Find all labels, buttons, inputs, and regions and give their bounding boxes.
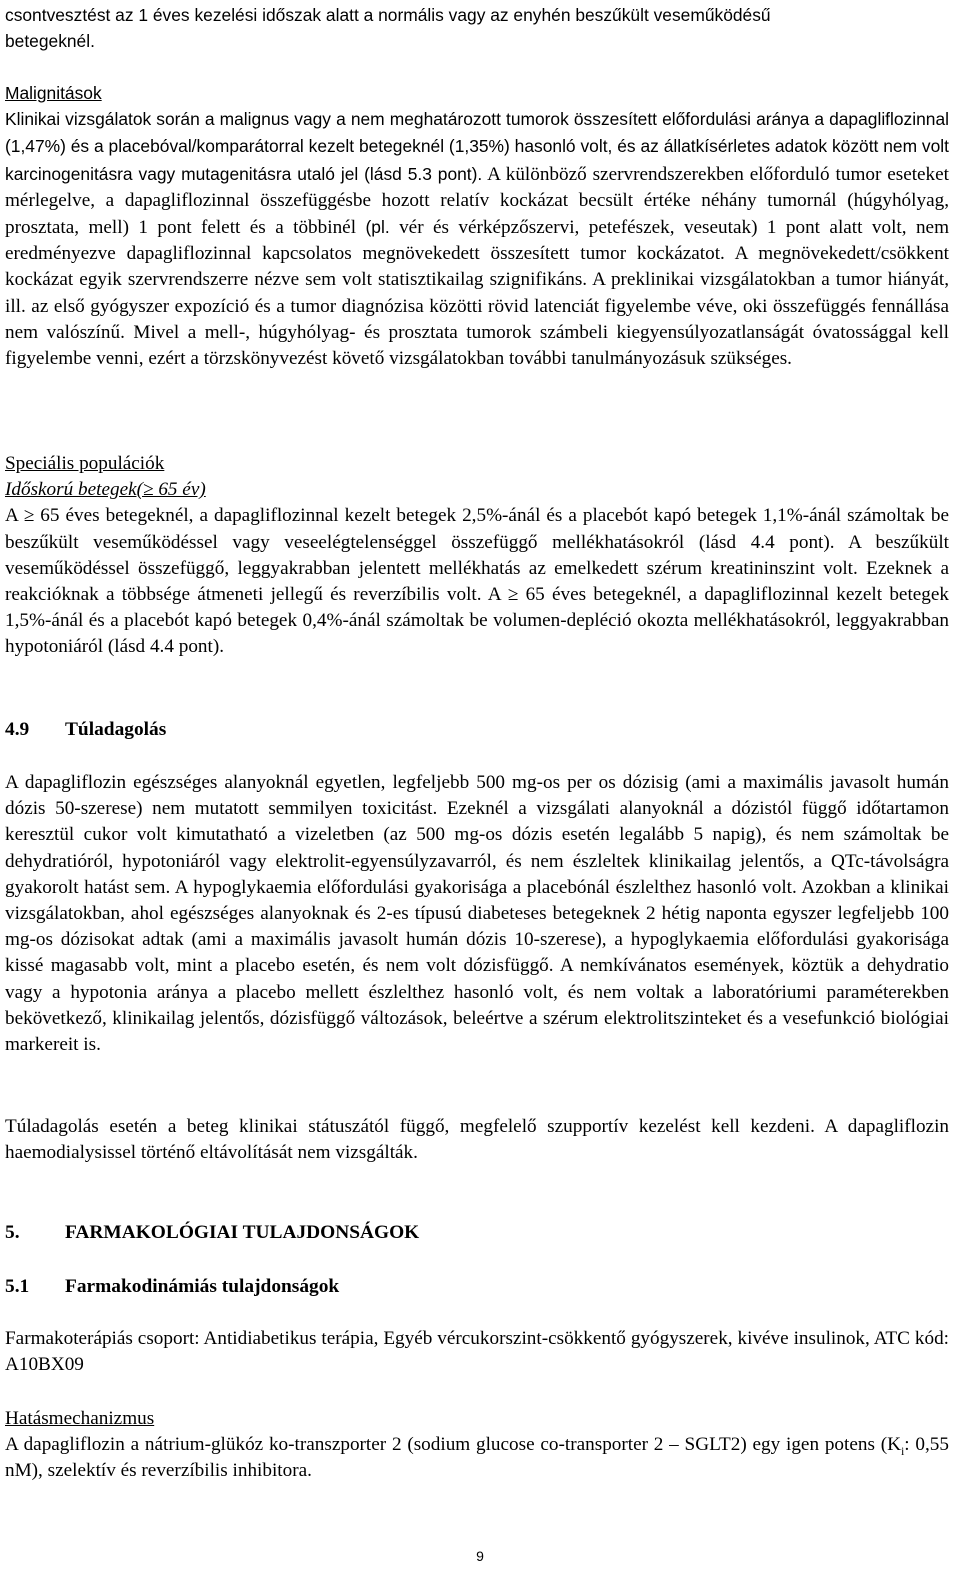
top-line-1: csontvesztést az 1 éves kezelési időszak alatt a normális vagy az enyhén beszűkült veseműködésű (5, 5, 771, 25)
special-populations-heading: Speciális populációk (5, 453, 165, 474)
overdose-text-2: Túladagolás esetén a beteg klinikai státuszától függő, megfelelő szupportív kezelést kell kezdeni. A dapagliflozin haemodialysissel történő eltávolítását nem vizsgálták. (5, 1116, 949, 1164)
mechanism-section (5, 1406, 949, 1485)
malignancies-text-part4: vér és vérképzőszervi, petefészek, veseutak) 1 pont alatt volt, nem eredményezve dapagliflozinnal kapcsolatos megnövekedett összesített tumor kockázatot. A megnövekedett/csökkent kockázat egyik szervrendszerre nézve sem volt statisztikailag szignifikáns. A preklinikai vizsgálatokban a tumor hiányát, ill. az első gyógyszer expozíció és a tumor diagnózisa közötti rövid latenciát figyelembe véve, oki összefüggés fennállása nem valószínű. Mivel a mell-, húgyhólyag- és prosztata tumorok számbeli kiegyensúlyozatlanságát óvatossággal kell figyelembe venni, ezért a törzskönyvezést követő vizsgálatokban további tanulmányozásuk szükséges. (5, 217, 949, 370)
malignancies-text-part2: A különböző szervrendszerekben előforduló tumor eseteket mérlegelve, a dapagliflozinnal összefüggésbe hozott relatív kockázat becsült értéke néhány tumornál (húgyhólyag, prosztata, mell) 1 pont felett és a többinél (5, 163, 949, 239)
overdose-text-1: A dapagliflozin egészséges alanyoknál egyetlen, legfeljebb 500 mg-os per os dózisig (ami a maximális javasolt humán dózis 50-szerese) nem mutatott semmilyen toxicitást. Ezeknél a vizsgálati alanyoknál a dózistól függő időtartamon keresztül cukor volt kimutatható a vizeletben (az 500 mg-os dózis esetén legalább 5 napig), és nem számoltak be dehydratióról, hypotoniáról vagy elektrolit-egyensúlyzavarról, és nem észleltek klinikailag jelentős, a QTc-távolságra gyakorolt hatást sem. A hypoglykaemia előfordulási gyakorisága a placebónál észlelthez hasonló volt. Azokban a klinikai vizsgálatokban, ahol egészséges alanyoknak és 2-es típusú diabeteses betegeknek 2 hétig naponta egyszer legfeljebb 100 mg-os dózisokat adtak (ami a maximális javasolt humán dózis 10-szerese), a hypoglykaemia előfordulási gyakorisága kissé magasabb volt, mint a placebo esetén, és nem volt dózisfüggő. A nemkívánatos események, köztük a dehydratio vagy a hypotonia aránya a placebo mellett észlelthez hasonló volt, és nem voltak a laboratóriumi paraméterekben bekövetkező, klinikailag jelentős, dózisfüggő változások, beleértve a szérum elektrolitszinteket és a vesefunkció biológiai markereit is. (5, 772, 949, 1056)
section-5-1 (5, 1274, 949, 1300)
malignancies-section (5, 80, 949, 372)
top-line-2: betegeknél. (5, 31, 95, 52)
mechanism-heading: Hatásmechanizmus (5, 1408, 155, 1429)
malignancies-text-part3: (pl. (356, 217, 390, 238)
pharmacotherapeutic-group (5, 1326, 949, 1378)
section-5-title: FARMAKOLÓGIAI TULAJDONSÁGOK (65, 1222, 420, 1243)
section-5-1-heading (5, 1274, 949, 1300)
mechanism-text (5, 1432, 949, 1484)
mechanism-text-part1: A dapagliflozin a nátrium-glükóz ko-transzporter 2 (sodium glucose co-transporter 2 – SGLT2) egy igen potens (K (5, 1434, 901, 1456)
section-4-9 (5, 717, 949, 743)
section-5-1-number: 5.1 (5, 1276, 30, 1297)
section-5 (5, 1220, 949, 1246)
elderly-subheading: Időskorú betegek(≥ 65 év) (5, 479, 206, 501)
overdose-paragraph-1 (5, 770, 949, 1058)
page-number: 9 (476, 1548, 484, 1564)
overdose-paragraph-2 (5, 1114, 949, 1166)
mechanism-subscript: i (900, 1444, 905, 1459)
top-paragraph (5, 2, 949, 54)
section-5-1-title: Farmakodinámiás tulajdonságok (65, 1276, 340, 1297)
malignancies-text (5, 106, 949, 372)
section-4-9-heading (5, 717, 949, 743)
section-5-heading (5, 1220, 949, 1246)
malignancies-text-part1: Klinikai vizsgálatok során a malignus vagy a nem meghatározott tumorok összesített előfordulási aránya a dapagliflozinnal (1,47%) és a placebóval/komparátorral kezelt betegeknél (1,35%) hasonló volt, és az állatkísérletes adatok között nem volt karcinogenitásra vagy mutagenitásra utaló jel (lásd 5.3 pont). (5, 109, 949, 184)
section-4-9-title: Túladagolás (65, 719, 167, 740)
mechanism-text-part2: : 0,55 nM), szelektív és reverzíbilis inhibitora. (5, 1434, 949, 1482)
section-4-9-number: 4.9 (5, 719, 30, 740)
elderly-text: A ≥ 65 éves betegeknél, a dapagliflozinnal kezelt betegek 2,5%-ánál és a placebót kapó betegek 1,1%-ánál számoltak be beszűkült veseműködéssel vagy veseelégtelenséggel összefüggő mellékhatásokról (lásd 4.4 pont). A beszűkült veseműködéssel összefüggő, leggyakrabban jelentett mellékhatás az emelkedett szérum kreatininszint volt. Ezeknek a reakcióknak a többsége átmeneti jellegű és reverzíbilis volt. A ≥ 65 éves betegeknél, a dapagliflozinnal kezelt betegek 1,5%-ánál és a placebót kapó betegek 0,4%-ánál számoltak be volumen-depléció okozta mellékhatásokról, leggyakrabban hypotoniáról (lásd 4.4 pont). (5, 505, 949, 658)
malignancies-heading: Malignitások (5, 83, 102, 103)
section-5-number: 5. (5, 1222, 20, 1243)
special-populations-section (5, 451, 949, 661)
pharmacotherapeutic-text: Farmakoterápiás csoport: Antidiabetikus terápia, Egyéb vércukorszint-csökkentő gyógyszerek, kivéve insulinok, ATC kód: A10BX09 (5, 1328, 949, 1376)
